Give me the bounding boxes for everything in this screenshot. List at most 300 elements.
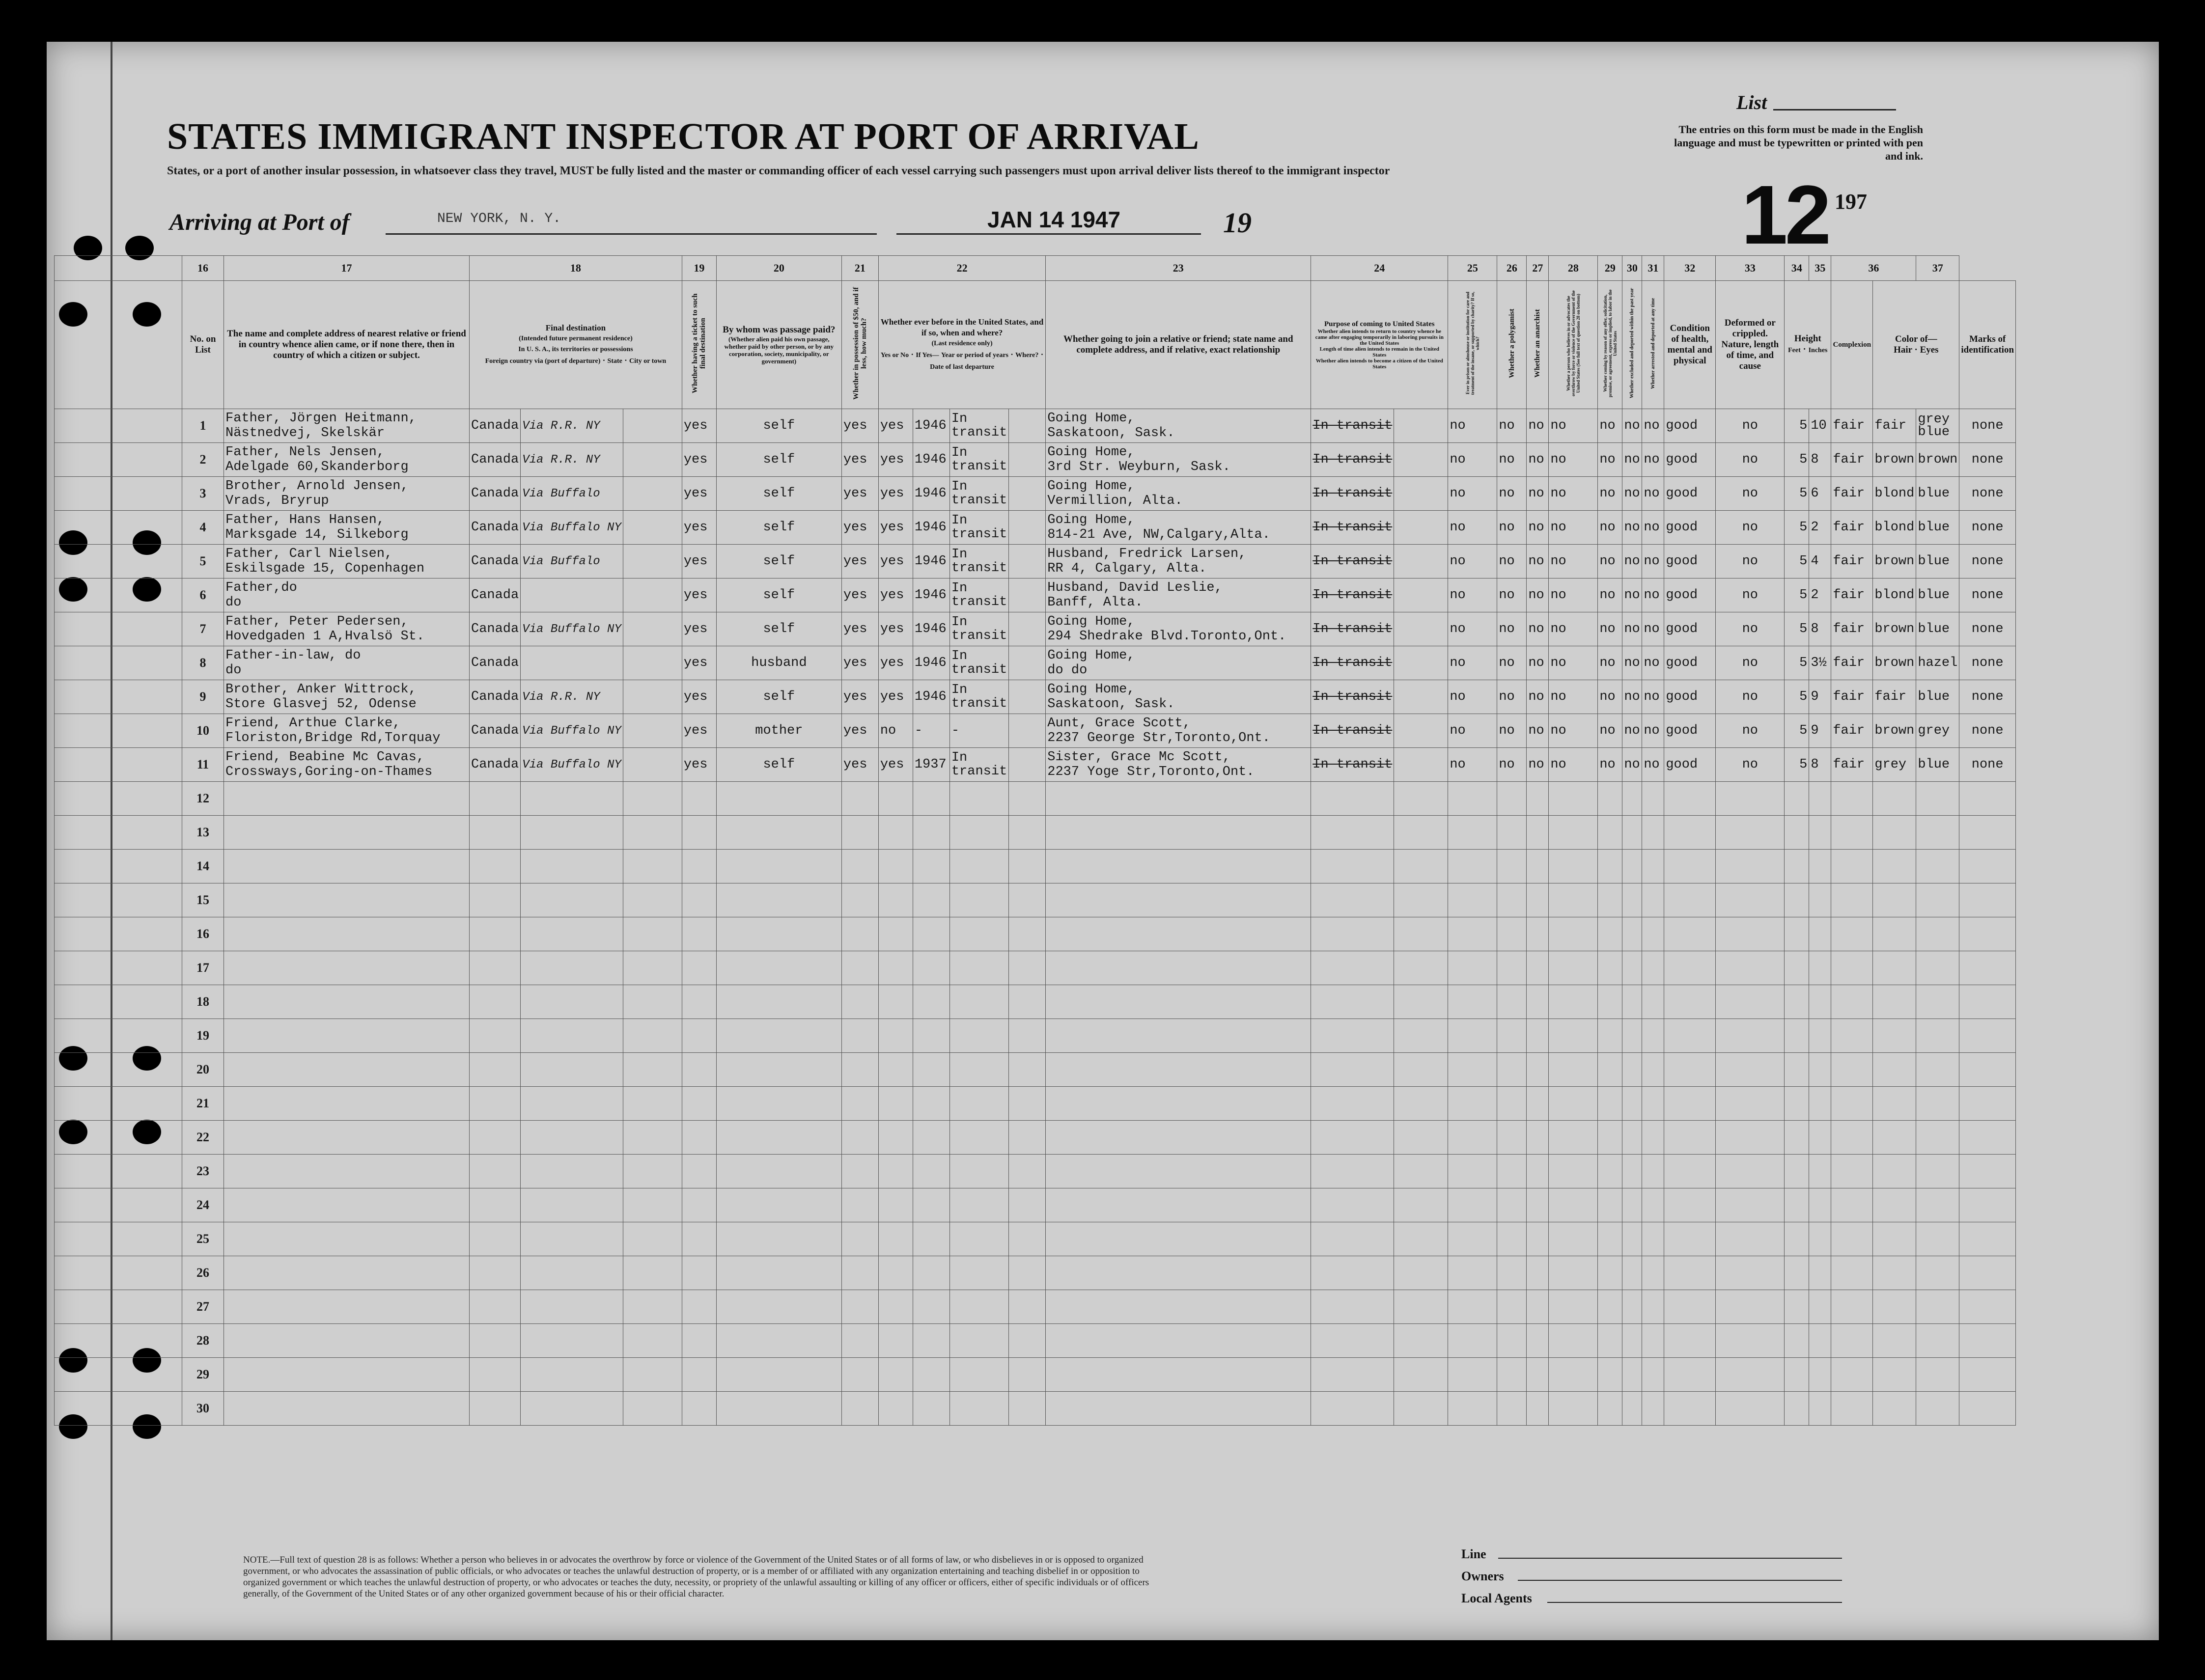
empty-cell	[878, 782, 913, 816]
empty-cell	[1716, 782, 1785, 816]
empty-cell	[1831, 1290, 1873, 1324]
joining-relative-line1: Going Home,	[1047, 614, 1135, 629]
table-row	[55, 680, 2016, 714]
empty-cell	[1448, 1053, 1497, 1087]
marks-value: none	[1959, 545, 2016, 578]
row-number: 8	[182, 646, 224, 680]
joining-relative-line1: Going Home,	[1047, 513, 1135, 527]
empty-cell	[1916, 1019, 1959, 1053]
year-prefix: 19	[1223, 207, 1252, 239]
foreign-country: Canada	[470, 578, 521, 612]
inches-label: Inches	[1808, 347, 1828, 354]
relative-address	[224, 443, 470, 477]
color-of-label: Color of—	[1895, 334, 1937, 344]
empty-cell	[1785, 1188, 1809, 1222]
empty-cell	[1873, 1019, 1916, 1053]
empty-cell	[1664, 782, 1716, 816]
handwritten-destination: Via Buffalo NY	[521, 511, 623, 545]
deformed-value: no	[1716, 646, 1785, 680]
row-number: 20	[182, 1053, 224, 1087]
q31-value: no	[1642, 545, 1664, 578]
empty-cell	[1959, 1222, 2016, 1256]
empty-cell	[623, 1019, 682, 1053]
empty-cell	[1873, 1121, 1916, 1155]
empty-cell	[1046, 782, 1311, 816]
foreign-country: Canada	[470, 646, 521, 680]
empty-cell	[1311, 850, 1394, 883]
empty-cell	[1785, 816, 1809, 850]
empty-cell	[1497, 917, 1527, 951]
empty-cell	[1622, 951, 1642, 985]
row-number: 21	[182, 1087, 224, 1121]
empty-cell	[913, 1155, 949, 1188]
header-no-on-list: No. on List	[182, 281, 224, 409]
header-marks: Marks of identification	[1959, 281, 2016, 409]
empty-cell	[1046, 1188, 1311, 1222]
empty-cell	[623, 1155, 682, 1188]
empty-cell	[521, 1087, 623, 1121]
empty-cell	[949, 1053, 1008, 1087]
empty-cell	[521, 951, 623, 985]
q28-value: no	[1549, 477, 1598, 511]
empty-cell	[913, 1358, 949, 1392]
purpose-value: In transit	[1311, 748, 1394, 782]
prison-value: no	[1448, 646, 1497, 680]
empty-cell	[1311, 1155, 1394, 1188]
where-value: In transit	[949, 578, 1008, 612]
height-inches: 10	[1809, 409, 1831, 443]
health-value: good	[1664, 748, 1716, 782]
empty-cell	[1046, 951, 1311, 985]
empty-cell	[1916, 1155, 1959, 1188]
empty-cell	[1394, 1358, 1448, 1392]
empty-cell	[1809, 1087, 1831, 1121]
empty-cell	[521, 1053, 623, 1087]
joining-relative-line2: 2237 Yoge Str,Toronto,Ont.	[1047, 765, 1255, 779]
empty-cell	[1785, 1087, 1809, 1121]
joining-relative	[1046, 646, 1311, 680]
city-town	[623, 443, 682, 477]
empty-cell	[878, 1155, 913, 1188]
empty-cell	[1873, 1188, 1916, 1222]
ticket-value: yes	[682, 545, 716, 578]
margin-cell	[55, 646, 182, 680]
hair-color: brown	[1873, 714, 1916, 748]
purpose-value: In transit	[1311, 680, 1394, 714]
passage-paid-by: self	[716, 680, 841, 714]
relative-address-line2: Nästnedvej, Skelskär	[225, 426, 385, 441]
empty-cell	[1598, 1188, 1622, 1222]
anarchist-value: no	[1527, 545, 1549, 578]
foreign-country: Canada	[470, 545, 521, 578]
empty-cell	[1716, 1324, 1785, 1358]
foreign-country: Canada	[470, 477, 521, 511]
empty-cell	[1916, 782, 1959, 816]
empty-cell	[716, 1392, 841, 1426]
empty-cell	[1009, 917, 1046, 951]
list-label: List	[1736, 91, 1767, 113]
where-value: -	[949, 714, 1008, 748]
empty-cell	[1916, 1324, 1959, 1358]
empty-cell	[913, 1256, 949, 1290]
empty-cell	[949, 1121, 1008, 1155]
eyes-label: Eyes	[1920, 345, 1939, 355]
empty-cell	[1549, 1256, 1598, 1290]
prison-value: no	[1448, 714, 1497, 748]
col-number: 21	[841, 256, 878, 281]
empty-cell	[1527, 1019, 1549, 1053]
empty-cell	[1527, 951, 1549, 985]
where-value: In transit	[949, 748, 1008, 782]
q30-value: no	[1622, 612, 1642, 646]
relative-address-line2: Hovedgaden 1 A,Hvalsö St.	[225, 629, 425, 644]
empty-cell	[1716, 1121, 1785, 1155]
empty-cell	[1716, 1392, 1785, 1426]
empty-cell	[878, 850, 913, 883]
health-value: good	[1664, 409, 1716, 443]
q31-value: no	[1642, 511, 1664, 545]
empty-cell	[1009, 1121, 1046, 1155]
port-line	[386, 233, 877, 235]
height-inches: 3½	[1809, 646, 1831, 680]
empty-cell	[1009, 850, 1046, 883]
empty-cell	[1598, 883, 1622, 917]
handwritten-destination: Via Buffalo	[521, 545, 623, 578]
table-row	[55, 714, 2016, 748]
empty-cell	[521, 816, 623, 850]
empty-cell	[470, 1324, 521, 1358]
passage-paid-by: self	[716, 578, 841, 612]
money-value: yes	[841, 748, 878, 782]
height-feet: 5	[1785, 578, 1809, 612]
ticket-label: Whether having a ticket to such final destination	[691, 293, 707, 393]
table-row	[55, 1256, 2016, 1290]
empty-cell	[1642, 850, 1664, 883]
empty-cell	[1916, 1053, 1959, 1087]
empty-cell	[623, 850, 682, 883]
ticket-value: yes	[682, 714, 716, 748]
empty-cell	[1448, 1155, 1497, 1188]
list-line	[1773, 109, 1896, 110]
empty-cell	[1046, 1256, 1311, 1290]
empty-cell	[470, 1188, 521, 1222]
empty-cell	[878, 1121, 913, 1155]
citizen-label: Whether alien intends to become a citizen of the United States	[1315, 358, 1443, 370]
height-feet: 5	[1785, 443, 1809, 477]
empty-cell	[949, 883, 1008, 917]
where-value: In transit	[949, 612, 1008, 646]
empty-cell	[1046, 1358, 1311, 1392]
relative-address-line1: Father,do	[225, 580, 297, 595]
sheet-stamp: 197	[1835, 190, 1867, 214]
empty-cell	[521, 1222, 623, 1256]
relative-address	[224, 612, 470, 646]
joining-relative-line2: Saskatoon, Sask.	[1047, 697, 1175, 712]
empty-cell	[623, 1290, 682, 1324]
empty-cell	[1959, 1324, 2016, 1358]
empty-cell	[1448, 1121, 1497, 1155]
joining-relative	[1046, 578, 1311, 612]
empty-cell	[716, 1290, 841, 1324]
citizen-value	[1394, 545, 1448, 578]
header-anarchist	[1527, 281, 1549, 409]
table-row	[55, 1324, 2016, 1358]
prison-value: no	[1448, 477, 1497, 511]
empty-cell	[470, 1121, 521, 1155]
empty-cell	[1664, 883, 1716, 917]
empty-cell	[1664, 1358, 1716, 1392]
manifest-table	[54, 255, 2016, 1426]
q28-value: no	[1549, 748, 1598, 782]
city-town	[623, 545, 682, 578]
ticket-value: yes	[682, 443, 716, 477]
entries-note: The entries on this form must be made in the English language and must be typewritten or printed with pen and ink.	[1674, 123, 1923, 162]
joining-relative-line2: Saskatoon, Sask.	[1047, 426, 1175, 441]
eye-color: blue	[1916, 545, 1959, 578]
empty-cell	[1831, 816, 1873, 850]
empty-cell	[1642, 816, 1664, 850]
empty-cell	[470, 1155, 521, 1188]
where-value: In transit	[949, 511, 1008, 545]
empty-cell	[1809, 1392, 1831, 1426]
q30-value: no	[1622, 409, 1642, 443]
citizen-value	[1394, 748, 1448, 782]
prison-value: no	[1448, 748, 1497, 782]
empty-cell	[1448, 1324, 1497, 1358]
empty-cell	[1622, 1087, 1642, 1121]
empty-cell	[716, 782, 841, 816]
empty-cell	[841, 1290, 878, 1324]
empty-cell	[623, 1222, 682, 1256]
complexion-value: fair	[1831, 511, 1873, 545]
empty-cell	[716, 1053, 841, 1087]
header-height: Height Feet · Inches	[1785, 281, 1831, 409]
before-value: yes	[878, 612, 913, 646]
joining-relative-line2: RR 4, Calgary, Alta.	[1047, 561, 1207, 576]
margin-cell	[55, 883, 182, 917]
empty-cell	[1664, 1188, 1716, 1222]
empty-cell	[1959, 1087, 2016, 1121]
joining-relative-line2: 3rd Str. Weyburn, Sask.	[1047, 460, 1230, 474]
complexion-value: fair	[1831, 545, 1873, 578]
col-number: 18	[470, 256, 682, 281]
passage-paid-by: self	[716, 409, 841, 443]
height-feet: 5	[1785, 545, 1809, 578]
table-row	[55, 409, 2016, 443]
empty-cell	[1809, 951, 1831, 985]
handwritten-destination: Via R.R. NY	[521, 409, 623, 443]
relative-address-line2: do	[225, 663, 242, 678]
empty-cell	[1527, 1256, 1549, 1290]
prison-value: no	[1448, 409, 1497, 443]
q31-value: no	[1642, 443, 1664, 477]
empty-cell	[1873, 782, 1916, 816]
empty-cell	[1311, 1324, 1394, 1358]
col-number: 37	[1916, 256, 1959, 281]
departure-date	[1009, 714, 1046, 748]
arriving-label: Arriving at Port of	[169, 209, 350, 235]
port-value: NEW YORK, N. Y.	[437, 211, 561, 226]
row-number: 25	[182, 1222, 224, 1256]
empty-cell	[1009, 1155, 1046, 1188]
joining-relative-line1: Going Home,	[1047, 648, 1135, 663]
empty-cell	[716, 1358, 841, 1392]
height-feet: 5	[1785, 646, 1809, 680]
row-number: 7	[182, 612, 224, 646]
col-number: 35	[1809, 256, 1831, 281]
margin-cell	[55, 850, 182, 883]
empty-cell	[1785, 951, 1809, 985]
empty-cell	[1497, 1019, 1527, 1053]
empty-cell	[682, 1256, 716, 1290]
relative-address-line1: Friend, Arthue Clarke,	[225, 716, 401, 731]
empty-cell	[470, 1392, 521, 1426]
empty-cell	[1549, 1053, 1598, 1087]
empty-cell	[1311, 1256, 1394, 1290]
hair-color: fair	[1873, 409, 1916, 443]
table-row	[55, 443, 2016, 477]
anarchist-value: no	[1527, 714, 1549, 748]
city-town	[623, 578, 682, 612]
empty-cell	[878, 1222, 913, 1256]
empty-cell	[1497, 1222, 1527, 1256]
final-destination-label: Final destination	[545, 323, 606, 332]
header-complexion: Complexion	[1831, 281, 1873, 409]
table-row	[55, 1392, 2016, 1426]
q29-value: no	[1598, 409, 1622, 443]
margin-cell	[55, 782, 182, 816]
anarchist-value: no	[1527, 748, 1549, 782]
empty-cell	[623, 1053, 682, 1087]
empty-cell	[1046, 816, 1311, 850]
empty-cell	[1549, 782, 1598, 816]
passage-note: (Whether alien paid his own passage, whether paid by other person, or by any corporation, society, municipality, or government)	[724, 335, 834, 365]
empty-cell	[1311, 1392, 1394, 1426]
empty-cell	[949, 1290, 1008, 1324]
empty-cell	[682, 782, 716, 816]
empty-cell	[1716, 1019, 1785, 1053]
empty-cell	[841, 1053, 878, 1087]
line-field	[1498, 1558, 1842, 1559]
empty-cell	[1448, 1290, 1497, 1324]
empty-cell	[841, 1222, 878, 1256]
health-value: good	[1664, 545, 1716, 578]
handwritten-destination: Via Buffalo	[521, 477, 623, 511]
empty-cell	[841, 1324, 878, 1358]
empty-cell	[1642, 1222, 1664, 1256]
header-q31	[1642, 281, 1664, 409]
empty-cell	[1549, 917, 1598, 951]
margin-cell	[55, 985, 182, 1019]
q28-value: no	[1549, 612, 1598, 646]
empty-cell	[949, 1087, 1008, 1121]
empty-cell	[716, 850, 841, 883]
relative-address-line1: Father, Nels Jensen,	[225, 445, 385, 460]
health-value: good	[1664, 511, 1716, 545]
empty-cell	[878, 1392, 913, 1426]
owners-field	[1518, 1580, 1842, 1581]
empty-cell	[1959, 1019, 2016, 1053]
table-row	[55, 646, 2016, 680]
deformed-value: no	[1716, 443, 1785, 477]
q28-label: Whether a person who believes in or advocates the overthrow by force or violence of the Government of the United States (See full text of question 28 on bottom)	[1565, 290, 1581, 396]
money-value: yes	[841, 612, 878, 646]
marks-value: none	[1959, 511, 2016, 545]
relative-address-line1: Father, Peter Pedersen,	[225, 614, 409, 629]
health-value: good	[1664, 612, 1716, 646]
empty-cell	[1046, 850, 1311, 883]
ticket-value: yes	[682, 578, 716, 612]
row-number: 12	[182, 782, 224, 816]
empty-cell	[1959, 1256, 2016, 1290]
empty-cell	[949, 951, 1008, 985]
empty-cell	[1916, 883, 1959, 917]
empty-cell	[521, 1019, 623, 1053]
empty-cell	[1809, 883, 1831, 917]
hair-color: brown	[1873, 646, 1916, 680]
empty-cell	[1622, 1222, 1642, 1256]
empty-cell	[1622, 1053, 1642, 1087]
empty-cell	[623, 1358, 682, 1392]
empty-cell	[1549, 1290, 1598, 1324]
empty-cell	[682, 1019, 716, 1053]
empty-cell	[1831, 1324, 1873, 1358]
health-value: good	[1664, 680, 1716, 714]
height-label: Height	[1794, 333, 1821, 344]
empty-cell	[1873, 1324, 1916, 1358]
passage-paid-by: self	[716, 545, 841, 578]
year-value: 1946	[913, 409, 949, 443]
joining-relative-line1: Husband, David Leslie,	[1047, 580, 1223, 595]
empty-cell	[913, 1324, 949, 1358]
relative-address-line1: Friend, Beabine Mc Cavas,	[225, 750, 425, 765]
empty-cell	[623, 985, 682, 1019]
empty-cell	[1785, 1256, 1809, 1290]
empty-cell	[224, 951, 470, 985]
empty-cell	[1642, 985, 1664, 1019]
marks-value: none	[1959, 443, 2016, 477]
purpose-value: In transit	[1311, 578, 1394, 612]
empty-cell	[224, 1053, 470, 1087]
q28-value: no	[1549, 511, 1598, 545]
margin-cell	[55, 1087, 182, 1121]
empty-cell	[716, 883, 841, 917]
empty-cell	[1873, 917, 1916, 951]
handwritten-destination: Via R.R. NY	[521, 443, 623, 477]
year-value: 1937	[913, 748, 949, 782]
empty-cell	[623, 782, 682, 816]
empty-cell	[1497, 1121, 1527, 1155]
city-town	[623, 612, 682, 646]
prison-value: no	[1448, 443, 1497, 477]
empty-cell	[878, 1053, 913, 1087]
empty-cell	[1394, 1121, 1448, 1155]
empty-cell	[1497, 850, 1527, 883]
height-feet: 5	[1785, 511, 1809, 545]
relative-address-line1: Father-in-law, do	[225, 648, 361, 663]
empty-cell	[1831, 1053, 1873, 1087]
passage-label: By whom was passage paid?	[723, 325, 836, 335]
empty-cell	[878, 985, 913, 1019]
if-yes-label: If Yes—	[916, 352, 939, 359]
empty-cell	[1809, 816, 1831, 850]
empty-cell	[623, 1324, 682, 1358]
empty-cell	[716, 1121, 841, 1155]
citizen-value	[1394, 680, 1448, 714]
header-q30	[1622, 281, 1642, 409]
citizen-value	[1394, 578, 1448, 612]
empty-cell	[1959, 1358, 2016, 1392]
